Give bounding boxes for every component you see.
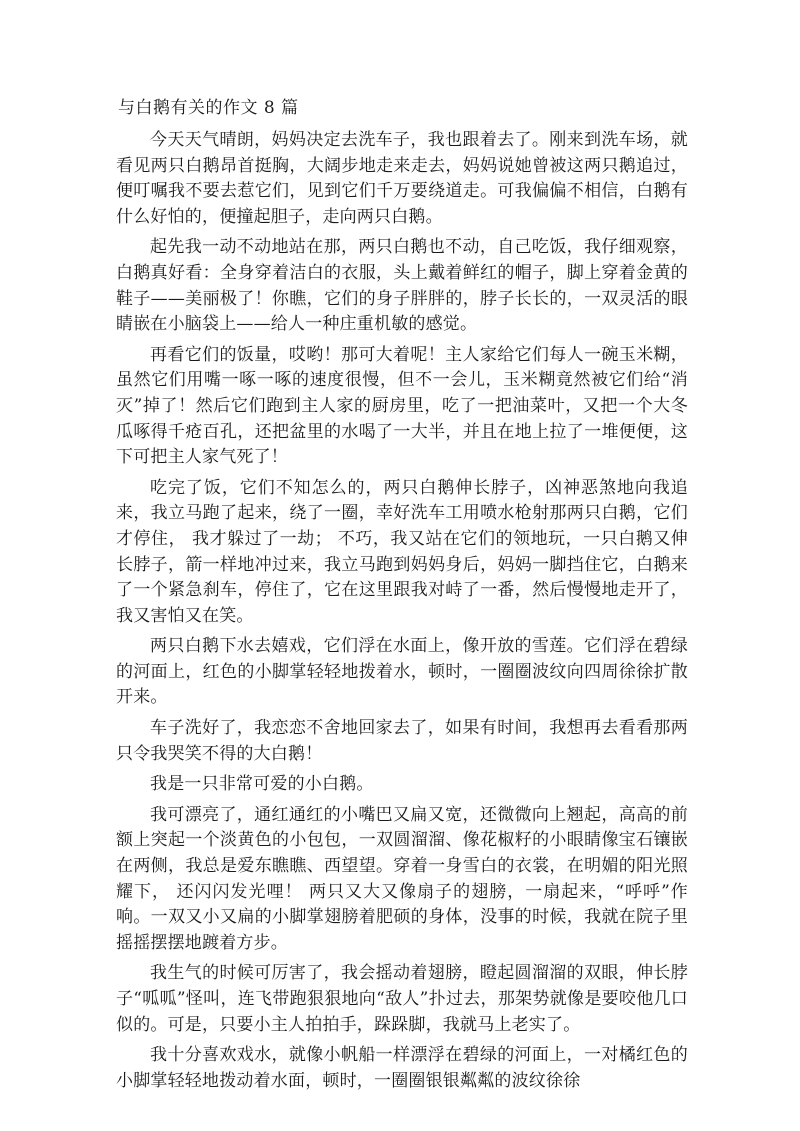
paragraph: 两只白鹅下水去嬉戏，它们浮在水面上，像开放的雪莲。它们浮在碧绿的河面上，红色的小脚掌轻轻地拨着水，顿时，一圈圈波纹向四周徐徐扩散开来。 bbox=[116, 636, 688, 708]
paragraph: 今天天气晴朗，妈妈决定去洗车子，我也跟着去了。刚来到洗车场，就看见两只白鹅昂首挺胸，大阔步地走来走去，妈妈说她曾被这两只鹅追过，便叮嘱我不要去惹它们，见到它们千万要绕道走。可我偏偏不相信，白鹅有什么好怕的，便撞起胆子，走向两只白鹅。 bbox=[116, 130, 688, 227]
paragraph: 我十分喜欢戏水，就像小帆船一样漂浮在碧绿的河面上，一对橘红色的小脚掌轻轻地拨动着水面，顿时，一圈圈银银粼粼的波纹徐徐 bbox=[116, 1045, 688, 1091]
document-title: 与白鹅有关的作文 8 篇 bbox=[118, 98, 299, 118]
paragraph: 车子洗好了，我恋恋不舍地回家去了，如果有时间，我想再去看看那两只令我哭笑不得的大白鹅！ bbox=[116, 718, 688, 764]
paragraph: 我可漂亮了，通红通红的小嘴巴又扁又宽，还微微向上翘起，高高的前额上突起一个淡黄色的小包包，一双圆溜溜、像花椒籽的小眼睛像宝石镶嵌在两侧，我总是爱东瞧瞧、西望望。穿着一身雪白的衣裳，在明媚的阳光照耀下， 还闪闪发光哩！ 两只又大又像扇子的翅膀，一扇起来，“呼呼”作响。一双又小又扁的小脚掌翅膀着肥硕的身体，没事的时候，我就在院子里摇摇摆摆地踱着方步。 bbox=[116, 804, 688, 953]
paragraph: 吃完了饭，它们不知怎么的，两只白鹅伸长脖子，凶神恶煞地向我追来，我立马跑了起来，绕了一圈，幸好洗车工用喷水枪射那两只白鹅，它们才停住， 我才躲过了一劫； 不巧，我又站在它们的领地玩，一只白鹅又伸长脖子，箭一样地冲过来，我立马跑到妈妈身后，妈妈一脚挡住它，白鹅来了一个紧急刹车，停住了，它在这里跟我对峙了一番，然后慢慢地走开了，我又害怕又在笑。 bbox=[116, 477, 688, 626]
paragraph: 我是一只非常可爱的小白鹅。 bbox=[150, 774, 374, 795]
paragraph: 再看它们的饭量，哎哟！那可大着呢！主人家给它们每人一碗玉米糊，虽然它们用嘴一啄一啄的速度很慢，但不一会儿，玉米糊竟然被它们给“消灭”掉了！然后它们跑到主人家的厨房里，吃了一把油菜叶，又把一个大冬瓜啄得千疮百孔，还把盆里的水喝了一大半，并且在地上拉了一堆便便，这下可把主人家气死了！ bbox=[116, 344, 688, 468]
document-page bbox=[116, 96, 688, 1099]
paragraph: 我生气的时候可厉害了，我会摇动着翅膀，瞪起圆溜溜的双眼，伸长脖子“呱呱”怪叫，连飞带跑狠狠地向“敌人”扑过去，那架势就像是要咬他几口似的。可是，只要小主人拍拍手，跺跺脚，我就马上老实了。 bbox=[116, 963, 688, 1035]
paragraph: 起先我一动不动地站在那，两只白鹅也不动，自己吃饭，我仔细观察，白鹅真好看：全身穿着洁白的衣服，头上戴着鲜红的帽子，脚上穿着金黄的鞋子——美丽极了！你瞧，它们的身子胖胖的，脖子长长的，一双灵活的眼睛嵌在小脑袋上——给人一种庄重机敏的感觉。 bbox=[116, 237, 688, 335]
